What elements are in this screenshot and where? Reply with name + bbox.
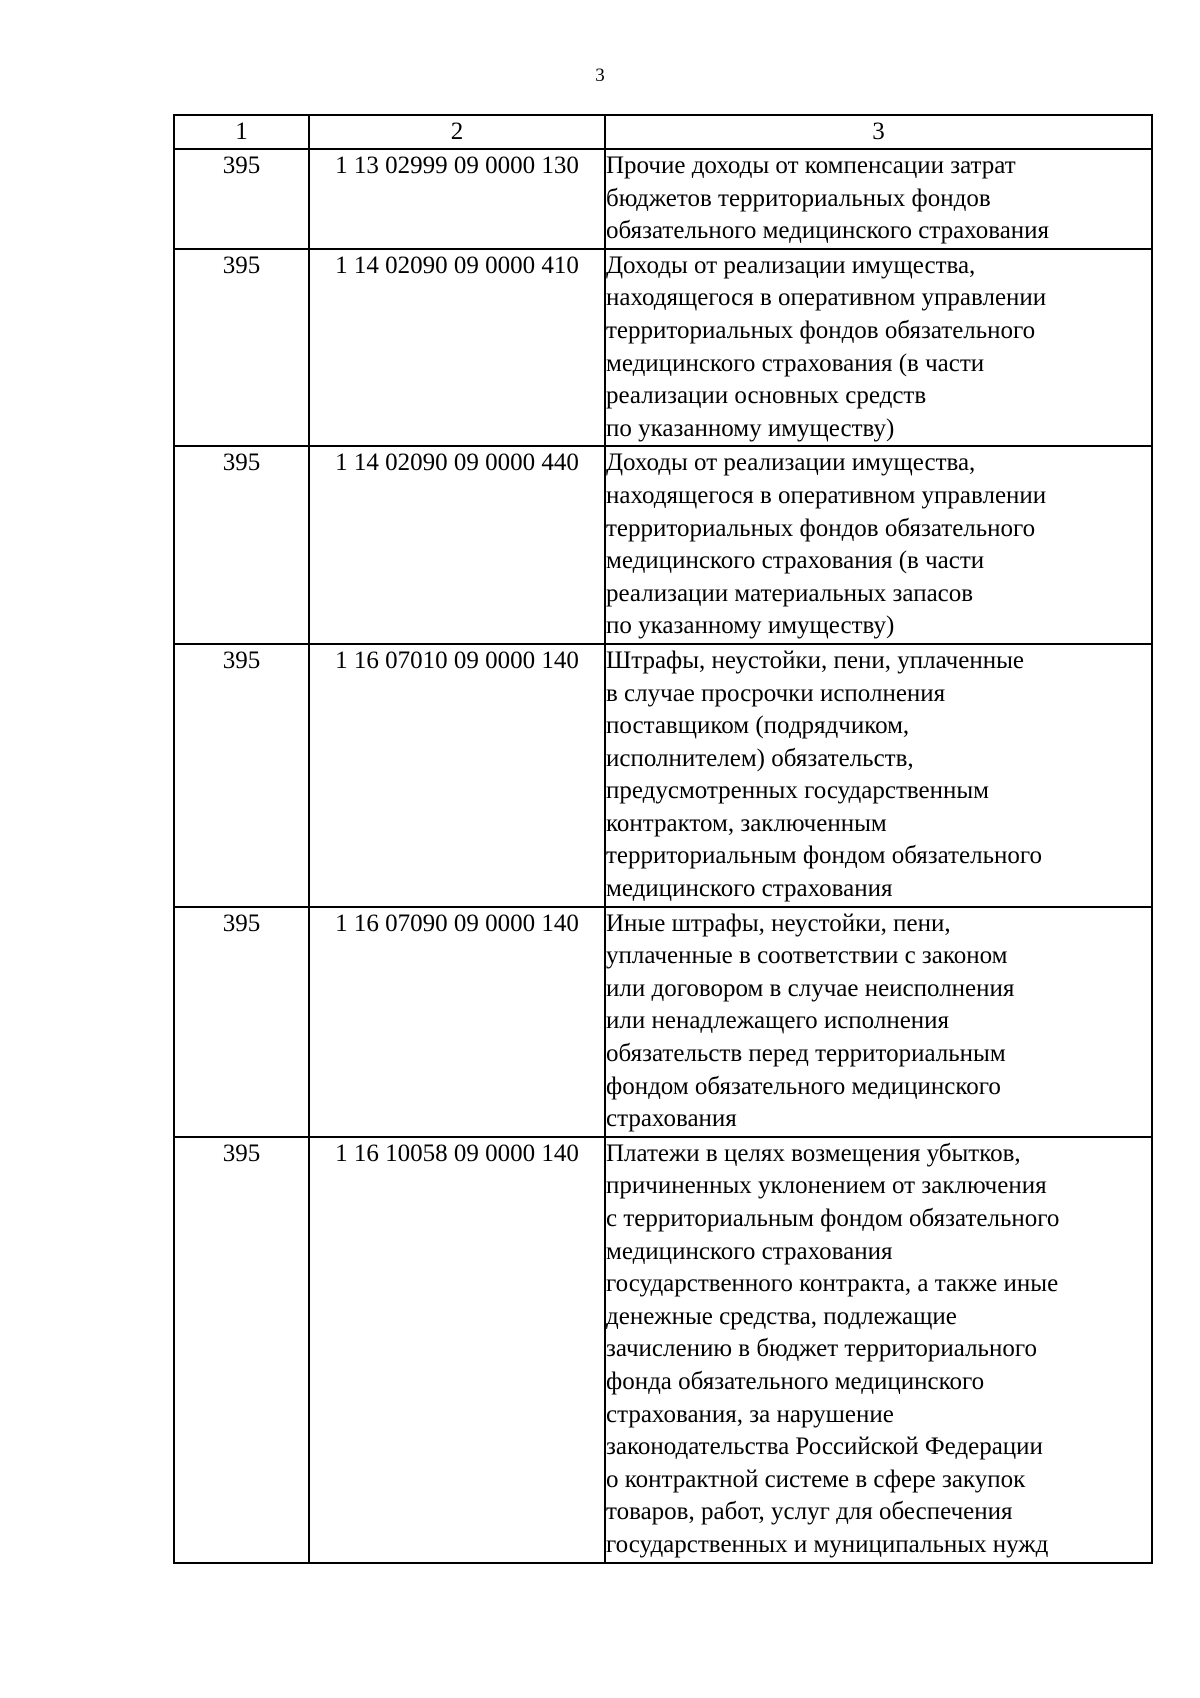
budget-code-cell: 1 14 02090 09 0000 440 (309, 446, 605, 644)
description-line: реализации основных средств (606, 382, 927, 410)
admin-code-cell: 395 (174, 1137, 309, 1563)
description-line: территориальных фондов обязательного (606, 316, 1036, 344)
table-header-row (174, 115, 1152, 149)
table-body (174, 115, 1152, 1563)
description-line: государственных и муниципальных нужд (606, 1530, 1049, 1558)
description-line: медицинского страхования (606, 875, 893, 903)
description-line: Доходы от реализации имущества, (606, 449, 976, 477)
description-line: или ненадлежащего исполнения (606, 1007, 950, 1035)
description-line: по указанному имуществу) (606, 612, 895, 640)
description-line: предусмотренных государственным (606, 777, 989, 805)
table-row (174, 1137, 1152, 1563)
description-line: Штрафы, неустойки, пени, уплаченные (606, 646, 1024, 674)
description-line: законодательства Российской Федерации (606, 1433, 1043, 1461)
admin-code-cell: 395 (174, 249, 309, 447)
description-line: обязательств перед территориальным (606, 1040, 1006, 1068)
description-line: фондом обязательного медицинского (606, 1072, 1001, 1100)
table-row (174, 446, 1152, 644)
admin-code-cell: 395 (174, 907, 309, 1137)
description-line: обязательного медицинского страхования (606, 217, 1050, 245)
revenue-description-cell (605, 446, 1152, 644)
table-row (174, 249, 1152, 447)
description-line: причиненных уклонением от заключения (606, 1172, 1047, 1200)
revenue-description-cell (605, 907, 1152, 1137)
description-line: территориальным фондом обязательного (606, 842, 1043, 870)
description-line: Доходы от реализации имущества, (606, 251, 976, 279)
description-line: денежные средства, подлежащие (606, 1302, 957, 1330)
budget-code-cell: 1 16 07010 09 0000 140 (309, 644, 605, 907)
column-header-3: 3 (605, 115, 1152, 149)
description-line: по указанному имуществу) (606, 414, 895, 442)
description-line: медицинского страхования (606, 1237, 893, 1265)
revenue-description-cell (605, 1137, 1152, 1563)
description-line: уплаченные в соответствии с законом (606, 942, 1008, 970)
description-line: находящегося в оперативном управлении (606, 481, 1047, 509)
description-line: бюджетов территориальных фондов (606, 184, 991, 212)
column-header-1: 1 (174, 115, 309, 149)
description-line: в случае просрочки исполнения (606, 679, 946, 707)
table-row (174, 907, 1152, 1137)
description-line: страхования (606, 1105, 737, 1133)
revenue-description-cell (605, 149, 1152, 249)
description-line: товаров, работ, услуг для обеспечения (606, 1498, 1013, 1526)
description-line: страхования, за нарушение (606, 1400, 894, 1428)
revenue-codes-table (173, 114, 1153, 1564)
description-line: Иные штрафы, неустойки, пени, (606, 909, 951, 937)
description-line: реализации материальных запасов (606, 579, 974, 607)
table-row (174, 149, 1152, 249)
column-header-2: 2 (309, 115, 605, 149)
description-line: зачислению в бюджет территориального (606, 1335, 1037, 1363)
description-line: поставщиком (подрядчиком, (606, 712, 910, 740)
description-line: о контрактной системе в сфере закупок (606, 1465, 1026, 1493)
description-line: медицинского страхования (в части (606, 349, 985, 377)
description-line: медицинского страхования (в части (606, 547, 985, 575)
admin-code-cell: 395 (174, 644, 309, 907)
revenue-description-cell (605, 249, 1152, 447)
description-line: территориальных фондов обязательного (606, 514, 1036, 542)
description-line: с территориальным фондом обязательного (606, 1205, 1060, 1232)
description-line: контрактом, заключенным (606, 809, 887, 837)
description-line: Прочие доходы от компенсации затрат (606, 152, 1016, 179)
table-row (174, 644, 1152, 907)
budget-code-cell: 1 16 10058 09 0000 140 (309, 1137, 605, 1563)
description-line: находящегося в оперативном управлении (606, 284, 1047, 312)
description-line: или договором в случае неисполнения (606, 974, 1015, 1002)
page-number: 3 (595, 65, 605, 86)
budget-code-cell: 1 13 02999 09 0000 130 (309, 149, 605, 249)
description-line: Платежи в целях возмещения убытков, (606, 1139, 1021, 1167)
description-line: государственного контракта, а также иные (606, 1270, 1059, 1298)
revenue-description-cell (605, 644, 1152, 907)
budget-code-cell: 1 16 07090 09 0000 140 (309, 907, 605, 1137)
admin-code-cell: 395 (174, 149, 309, 249)
budget-code-cell: 1 14 02090 09 0000 410 (309, 249, 605, 447)
description-line: фонда обязательного медицинского (606, 1367, 985, 1395)
description-line: исполнителем) обязательств, (606, 744, 914, 772)
admin-code-cell: 395 (174, 446, 309, 644)
